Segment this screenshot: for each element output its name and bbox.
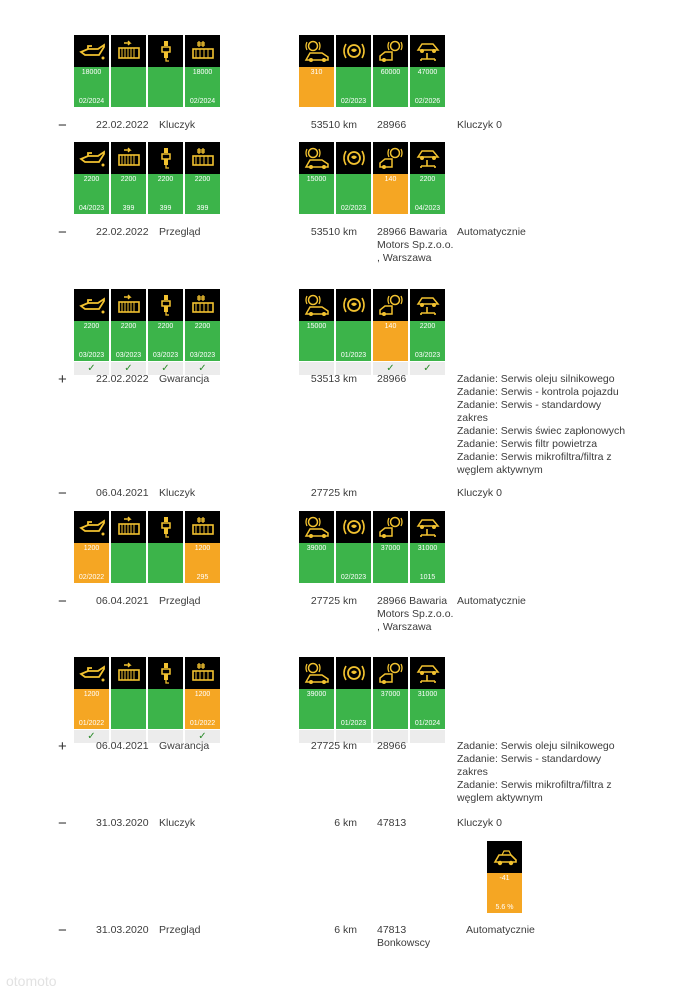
entry-type: Przegląd <box>159 595 201 607</box>
brake-rear-icon <box>378 294 404 316</box>
collapse-toggle[interactable]: − <box>58 593 67 610</box>
indicator-icon-box <box>111 511 146 543</box>
indicator-tile[interactable] <box>111 35 146 107</box>
indicator-icon-box <box>410 142 445 174</box>
collapse-toggle[interactable]: − <box>58 117 67 134</box>
indicator-icon-box <box>487 841 522 873</box>
indicator-value: 2200 <box>194 323 211 330</box>
indicator-due: 03/2023 <box>414 352 441 359</box>
indicator-due: 02/2023 <box>340 574 367 581</box>
brake-front-icon <box>304 294 330 316</box>
indicator-status <box>373 543 408 583</box>
engine-indicator-group <box>74 142 220 214</box>
check-icon: ✓ <box>185 362 220 375</box>
indicator-due: 01/2023 <box>340 352 367 359</box>
indicator-status <box>336 689 371 729</box>
indicator-icon-box <box>185 511 220 543</box>
indicator-tile[interactable] <box>299 35 334 107</box>
collapse-toggle[interactable]: − <box>58 485 67 502</box>
indicator-tile[interactable] <box>185 35 220 107</box>
oil-can-icon <box>79 40 105 62</box>
air-filter-icon <box>116 662 142 684</box>
vehicle-check-icon <box>415 40 441 62</box>
check-icon: ✓ <box>74 730 109 743</box>
indicator-status <box>148 689 183 729</box>
entry-info: Automatycznie <box>457 595 526 607</box>
indicator-status <box>373 67 408 107</box>
indicator-status <box>148 543 183 583</box>
indicator-icon-box <box>299 511 334 543</box>
entry-workshop: 47813 Bonkowscy <box>377 924 431 949</box>
indicator-due: 02/2026 <box>414 98 441 105</box>
indicator-tile[interactable] <box>299 289 334 375</box>
engine-indicator-group <box>74 657 220 743</box>
indicator-tile[interactable] <box>373 142 408 214</box>
indicator-status <box>111 321 146 361</box>
oil-can-icon <box>79 516 105 538</box>
entry-mileage: 53513 km <box>310 373 357 385</box>
check-icon: ✓ <box>148 362 183 375</box>
indicator-icon-box <box>299 657 334 689</box>
entry-info: Kluczyk 0 <box>457 487 502 499</box>
indicator-status <box>410 689 445 729</box>
indicator-due: 04/2023 <box>414 205 441 212</box>
engine-indicator-group <box>74 289 220 375</box>
indicator-due: 04/2023 <box>78 205 105 212</box>
indicator-due: 295 <box>196 574 209 581</box>
brake-rear-icon <box>378 147 404 169</box>
indicator-status <box>185 689 220 729</box>
indicator-tile[interactable] <box>148 511 183 583</box>
indicator-status <box>336 67 371 107</box>
indicator-icon-box <box>74 35 109 67</box>
microfilter-icon <box>190 516 216 538</box>
indicator-status <box>74 689 109 729</box>
indicator-icon-box <box>373 289 408 321</box>
indicator-tile[interactable] <box>336 142 371 214</box>
indicator-status <box>299 321 334 361</box>
indicator-status <box>74 174 109 214</box>
entry-info: Kluczyk 0 <box>457 119 502 131</box>
indicator-value: 37000 <box>380 545 401 552</box>
entry-workshop: 28966 <box>377 119 407 131</box>
indicator-status <box>336 321 371 361</box>
indicator-value: 310 <box>310 69 323 76</box>
indicator-due: 03/2023 <box>152 352 179 359</box>
indicator-value: 37000 <box>380 691 401 698</box>
indicator-tile[interactable] <box>336 289 371 375</box>
indicator-status <box>373 174 408 214</box>
indicator-icon-box <box>336 35 371 67</box>
task-line: Zadanie: Serwis - kontrola pojazdu <box>457 386 619 398</box>
vehicle-check-icon <box>415 294 441 316</box>
indicator-tile[interactable] <box>299 142 334 214</box>
indicator-tile[interactable] <box>148 35 183 107</box>
indicator-status <box>299 67 334 107</box>
brake-fluid-icon <box>341 662 367 684</box>
brake-indicator-group <box>299 142 445 214</box>
indicator-status <box>111 689 146 729</box>
air-filter-icon <box>116 40 142 62</box>
indicator-tile[interactable] <box>299 657 334 743</box>
indicator-tile[interactable] <box>410 511 445 583</box>
indicator-tile[interactable] <box>111 511 146 583</box>
entry-date: 31.03.2020 <box>96 924 149 936</box>
entry-mileage: 6 km <box>334 924 357 936</box>
indicator-value: 15000 <box>306 323 327 330</box>
entry-date: 22.02.2022 <box>96 119 149 131</box>
indicator-tile[interactable] <box>410 142 445 214</box>
indicator-tile[interactable] <box>148 289 183 375</box>
brake-front-icon <box>304 147 330 169</box>
entry-workshop: 47813 <box>377 817 407 829</box>
entry-mileage: 53510 km <box>310 119 357 131</box>
indicator-due: 01/2022 <box>189 720 216 727</box>
indicator-status <box>185 321 220 361</box>
microfilter-icon <box>190 40 216 62</box>
entry-info <box>457 740 627 805</box>
indicator-status <box>487 873 522 913</box>
indicator-icon-box <box>148 142 183 174</box>
indicator-due: 5.6 % <box>495 904 514 911</box>
spark-plug-icon <box>153 662 179 684</box>
brake-indicator-group <box>299 35 445 107</box>
indicator-due: 02/2022 <box>78 574 105 581</box>
indicator-status <box>148 67 183 107</box>
task-line: Zadanie: Serwis mikrofiltra/filtra z węglem aktywnym <box>457 779 612 804</box>
entry-workshop: 28966 Bawaria Motors Sp.z.o.o. , Warszawa <box>377 226 454 264</box>
check-icon: ✓ <box>74 362 109 375</box>
indicator-icon-box <box>185 142 220 174</box>
entry-date: 22.02.2022 <box>96 373 149 385</box>
indicator-tile[interactable] <box>74 35 109 107</box>
watermark: otomoto <box>6 973 57 989</box>
indicator-icon-box <box>373 35 408 67</box>
entry-info: Kluczyk 0 <box>457 817 502 829</box>
indicator-value: 60000 <box>380 69 401 76</box>
indicator-status <box>373 689 408 729</box>
entry-date: 06.04.2021 <box>96 595 149 607</box>
indicator-due: 399 <box>122 205 135 212</box>
expand-toggle[interactable]: + <box>58 738 67 755</box>
indicator-value: 39000 <box>306 545 327 552</box>
indicator-tile[interactable] <box>373 511 408 583</box>
entry-info <box>457 373 627 477</box>
indicator-icon-box <box>74 289 109 321</box>
brake-fluid-icon <box>341 40 367 62</box>
indicator-icon-box <box>185 657 220 689</box>
car-service-icon <box>492 846 518 868</box>
entry-info: Automatycznie <box>457 226 526 238</box>
brake-indicator-group <box>487 841 522 913</box>
brake-rear-icon <box>378 40 404 62</box>
brake-indicator-group <box>299 289 445 375</box>
microfilter-icon <box>190 662 216 684</box>
indicator-value: 140 <box>384 323 397 330</box>
indicator-status <box>410 543 445 583</box>
entry-date: 06.04.2021 <box>96 487 149 499</box>
entry-info: Automatycznie <box>466 924 535 936</box>
indicator-icon-box <box>111 35 146 67</box>
indicator-tile[interactable] <box>111 657 146 743</box>
air-filter-icon <box>116 516 142 538</box>
indicator-icon-box <box>410 35 445 67</box>
indicator-value: 15000 <box>306 176 327 183</box>
collapse-toggle[interactable]: − <box>58 922 67 939</box>
task-line: Zadanie: Serwis oleju silnikowego <box>457 740 615 752</box>
spark-plug-icon <box>153 147 179 169</box>
oil-can-icon <box>79 147 105 169</box>
indicator-value: 1200 <box>194 691 211 698</box>
indicator-due: 01/2024 <box>414 720 441 727</box>
indicator-due: 02/2024 <box>78 98 105 105</box>
indicator-icon-box <box>373 657 408 689</box>
indicator-icon-box <box>373 142 408 174</box>
oil-can-icon <box>79 662 105 684</box>
indicator-value: 2200 <box>194 176 211 183</box>
indicator-value: 1200 <box>194 545 211 552</box>
indicator-status <box>111 174 146 214</box>
indicator-status <box>74 543 109 583</box>
task-line: Zadanie: Serwis filtr powietrza <box>457 438 598 450</box>
brake-fluid-icon <box>341 516 367 538</box>
indicator-due: 03/2023 <box>115 352 142 359</box>
indicator-due: 1015 <box>419 574 436 581</box>
indicator-value: 2200 <box>120 176 137 183</box>
indicator-value: 18000 <box>192 69 213 76</box>
indicator-due: 02/2024 <box>189 98 216 105</box>
indicator-tile[interactable] <box>410 657 445 743</box>
indicator-tile[interactable] <box>74 657 109 743</box>
indicator-status <box>185 67 220 107</box>
spark-plug-icon <box>153 516 179 538</box>
task-line: Zadanie: Serwis - standardowy zakres <box>457 399 602 424</box>
indicator-icon-box <box>74 142 109 174</box>
indicator-icon-box <box>111 657 146 689</box>
entry-mileage: 53510 km <box>310 226 357 238</box>
brake-rear-icon <box>378 516 404 538</box>
entry-mileage: 27725 km <box>310 740 357 752</box>
indicator-tile[interactable] <box>410 289 445 375</box>
indicator-tile[interactable] <box>373 289 408 375</box>
engine-indicator-group <box>74 35 220 107</box>
indicator-value: 31000 <box>417 691 438 698</box>
vehicle-check-icon <box>415 662 441 684</box>
indicator-due: 01/2023 <box>340 720 367 727</box>
expand-toggle[interactable]: + <box>58 371 67 388</box>
check-icon: ✓ <box>185 730 220 743</box>
entry-date: 06.04.2021 <box>96 740 149 752</box>
brake-fluid-icon <box>341 147 367 169</box>
indicator-icon-box <box>148 511 183 543</box>
indicator-due: 03/2023 <box>189 352 216 359</box>
indicator-tile[interactable] <box>373 35 408 107</box>
indicator-status <box>410 321 445 361</box>
entry-mileage: 27725 km <box>310 595 357 607</box>
indicator-value: 2200 <box>419 323 436 330</box>
indicator-tile[interactable] <box>74 289 109 375</box>
entry-mileage: 27725 km <box>310 487 357 499</box>
indicator-status <box>299 689 334 729</box>
indicator-status <box>410 174 445 214</box>
brake-indicator-group <box>299 511 445 583</box>
indicator-icon-box <box>185 289 220 321</box>
indicator-tile[interactable] <box>410 35 445 107</box>
check-icon: ✓ <box>111 362 146 375</box>
entry-mileage: 6 km <box>334 817 357 829</box>
indicator-value: 47000 <box>417 69 438 76</box>
indicator-due: 02/2023 <box>340 98 367 105</box>
task-line: Zadanie: Serwis mikrofiltra/filtra z węglem aktywnym <box>457 451 612 476</box>
collapse-toggle[interactable]: − <box>58 815 67 832</box>
entry-type: Kluczyk <box>159 487 196 499</box>
indicator-tile[interactable] <box>487 841 522 913</box>
task-line: Zadanie: Serwis - standardowy zakres <box>457 753 602 778</box>
indicator-tile[interactable] <box>74 511 109 583</box>
indicator-status <box>148 174 183 214</box>
indicator-tile[interactable] <box>111 142 146 214</box>
indicator-icon-box <box>299 289 334 321</box>
indicator-tile[interactable] <box>185 289 220 375</box>
indicator-status <box>410 67 445 107</box>
indicator-value: 1200 <box>83 691 100 698</box>
air-filter-icon <box>116 147 142 169</box>
indicator-value: -41 <box>499 875 510 882</box>
indicator-tile[interactable] <box>185 657 220 743</box>
task-line: Zadanie: Serwis świec zapłonowych <box>457 425 626 437</box>
indicator-due: 02/2023 <box>340 205 367 212</box>
indicator-tile[interactable] <box>148 142 183 214</box>
entry-type: Kluczyk <box>159 119 196 131</box>
entry-workshop: 28966 <box>377 740 407 752</box>
indicator-tile[interactable] <box>299 511 334 583</box>
indicator-tile[interactable] <box>336 657 371 743</box>
indicator-icon-box <box>185 35 220 67</box>
air-filter-icon <box>116 294 142 316</box>
indicator-status <box>299 174 334 214</box>
indicator-tile[interactable] <box>336 511 371 583</box>
indicator-icon-box <box>410 289 445 321</box>
indicator-status <box>148 321 183 361</box>
indicator-icon-box <box>111 289 146 321</box>
indicator-value: 18000 <box>81 69 102 76</box>
indicator-value: 140 <box>384 176 397 183</box>
indicator-icon-box <box>373 511 408 543</box>
entry-date: 31.03.2020 <box>96 817 149 829</box>
indicator-status <box>111 543 146 583</box>
indicator-icon-box <box>74 511 109 543</box>
indicator-status <box>74 321 109 361</box>
indicator-tile[interactable] <box>111 289 146 375</box>
indicator-value: 2200 <box>83 176 100 183</box>
engine-indicator-group <box>74 511 220 583</box>
indicator-icon-box <box>148 657 183 689</box>
brake-fluid-icon <box>341 294 367 316</box>
indicator-icon-box <box>336 142 371 174</box>
indicator-status <box>299 543 334 583</box>
indicator-status <box>74 67 109 107</box>
indicator-icon-box <box>299 35 334 67</box>
brake-indicator-group <box>299 657 445 743</box>
indicator-value: 2200 <box>120 323 137 330</box>
indicator-value: 2200 <box>419 176 436 183</box>
entry-workshop: 28966 <box>377 373 407 385</box>
indicator-icon-box <box>111 142 146 174</box>
entry-date: 22.02.2022 <box>96 226 149 238</box>
indicator-tile[interactable] <box>185 511 220 583</box>
entry-type: Przegląd <box>159 924 201 936</box>
entry-type: Gwarancja <box>159 373 210 385</box>
indicator-status <box>373 321 408 361</box>
microfilter-icon <box>190 147 216 169</box>
entry-type: Kluczyk <box>159 817 196 829</box>
indicator-status <box>185 174 220 214</box>
indicator-value: 39000 <box>306 691 327 698</box>
entry-type: Przegląd <box>159 226 201 238</box>
indicator-value: 2200 <box>157 323 174 330</box>
indicator-due: 399 <box>196 205 209 212</box>
indicator-tile[interactable] <box>74 142 109 214</box>
spark-plug-icon <box>153 294 179 316</box>
entry-workshop: 28966 Bawaria Motors Sp.z.o.o. , Warszawa <box>377 595 454 633</box>
brake-front-icon <box>304 662 330 684</box>
indicator-tile[interactable] <box>185 142 220 214</box>
indicator-value: 2200 <box>157 176 174 183</box>
vehicle-check-icon <box>415 516 441 538</box>
entry-type: Gwarancja <box>159 740 210 752</box>
brake-rear-icon <box>378 662 404 684</box>
indicator-status <box>336 543 371 583</box>
brake-front-icon <box>304 516 330 538</box>
indicator-due: 399 <box>159 205 172 212</box>
indicator-icon-box <box>336 657 371 689</box>
oil-can-icon <box>79 294 105 316</box>
check-icon: ✓ <box>373 362 408 375</box>
collapse-toggle[interactable]: − <box>58 224 67 241</box>
spark-plug-icon <box>153 40 179 62</box>
indicator-status <box>111 67 146 107</box>
vehicle-check-icon <box>415 147 441 169</box>
indicator-icon-box <box>410 511 445 543</box>
check-icon: ✓ <box>410 362 445 375</box>
indicator-icon-box <box>336 511 371 543</box>
indicator-due: 03/2023 <box>78 352 105 359</box>
indicator-icon-box <box>410 657 445 689</box>
task-line: Zadanie: Serwis oleju silnikowego <box>457 373 615 385</box>
indicator-tile[interactable] <box>148 657 183 743</box>
indicator-icon-box <box>148 289 183 321</box>
microfilter-icon <box>190 294 216 316</box>
indicator-icon-box <box>74 657 109 689</box>
indicator-value: 31000 <box>417 545 438 552</box>
indicator-value: 1200 <box>83 545 100 552</box>
indicator-tile[interactable] <box>336 35 371 107</box>
indicator-icon-box <box>336 289 371 321</box>
indicator-due: 01/2022 <box>78 720 105 727</box>
indicator-value: 2200 <box>83 323 100 330</box>
indicator-status <box>336 174 371 214</box>
indicator-status <box>185 543 220 583</box>
brake-front-icon <box>304 40 330 62</box>
indicator-icon-box <box>299 142 334 174</box>
indicator-icon-box <box>148 35 183 67</box>
indicator-tile[interactable] <box>373 657 408 743</box>
